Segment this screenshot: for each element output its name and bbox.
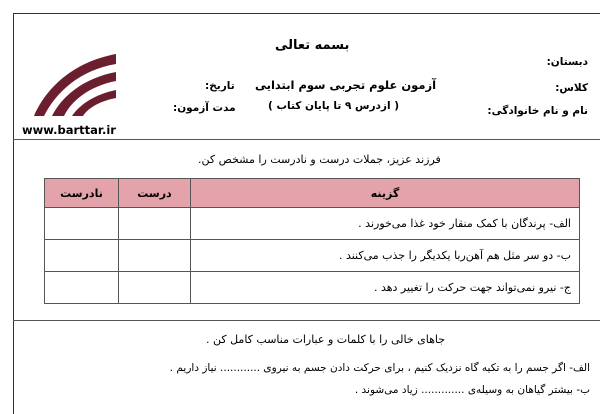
exam-subtitle: ( ازدرس ۹ تا پایان کتاب )	[268, 100, 400, 112]
column-option: گزینه	[191, 179, 580, 208]
bismillah-heading: بسمه تعالی	[275, 38, 350, 53]
false-answer-box[interactable]	[45, 272, 119, 304]
true-answer-box[interactable]	[119, 208, 191, 240]
section-divider	[13, 320, 600, 321]
table-header-row	[45, 179, 580, 208]
name-label: نام و نام خانوادگی:	[487, 105, 588, 117]
fill-blank-item: ب- بیشتر گیاهان به وسیله‌ی ............. زیاد می‌شوند .	[354, 384, 590, 396]
exam-title: آزمون علوم تجربی سوم ابتدایی	[255, 78, 437, 92]
barttar-logo	[28, 48, 118, 118]
date-label: تاریخ:	[205, 80, 235, 92]
statement-text: الف- پرندگان با کمک منقار خود غذا می‌خورند .	[191, 208, 580, 240]
column-true: درست	[119, 179, 191, 208]
table-row	[45, 240, 580, 272]
school-label: دبستان:	[546, 56, 588, 68]
section1-instruction: فرزند عزیز، جملات درست و نادرست را مشخص کن.	[198, 153, 441, 166]
statement-text: ج- نیرو نمی‌تواند جهت حرکت را تغییر دهد .	[191, 272, 580, 304]
section2-instruction: جاهای خالی را با کلمات و عبارات مناسب کامل کن .	[206, 333, 446, 346]
duration-label: مدت آزمون:	[173, 102, 236, 114]
table-row	[45, 208, 580, 240]
column-false: نادرست	[45, 179, 119, 208]
statement-text: ب- دو سر مثل هم آهن‌ربا یکدیگر را جذب می‌کنند .	[191, 240, 580, 272]
true-false-table	[44, 178, 580, 304]
fill-blank-item: الف- اگر جسم را به تکیه گاه نزدیک کنیم ، برای حرکت دادن جسم به نیروی ............ نیاز داریم .	[169, 362, 590, 374]
header-divider	[13, 139, 600, 140]
table-row	[45, 272, 580, 304]
false-answer-box[interactable]	[45, 240, 119, 272]
website-url: www.barttar.ir	[22, 123, 116, 137]
true-answer-box[interactable]	[119, 272, 191, 304]
true-answer-box[interactable]	[119, 240, 191, 272]
false-answer-box[interactable]	[45, 208, 119, 240]
class-label: کلاس:	[555, 82, 588, 94]
